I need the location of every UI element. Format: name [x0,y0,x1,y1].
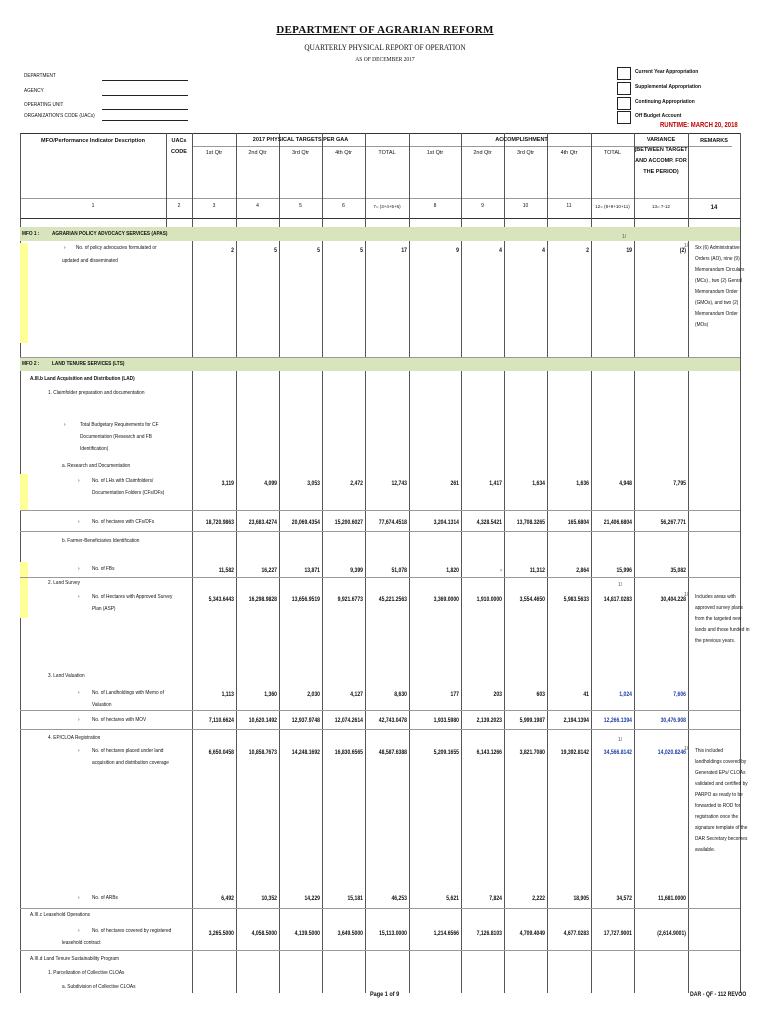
cell-fbs-col6: 9,399 [350,567,363,574]
report-subtitle: QUARTERLY PHYSICAL REPORT OF OPERATION [304,42,466,52]
mov-label-2: Valuation [92,702,112,708]
checkbox-off-budget[interactable] [617,111,631,124]
checkbox-current-year[interactable] [617,67,631,80]
cell-policy-col12: 19 [626,247,632,254]
cell-fbs-col11: 2,864 [576,567,589,574]
cell-arbs-col3: 6,492 [221,895,234,902]
cell-arbs-col4: 10,352 [261,895,277,902]
lh-label-2: Documentation Folders (CFs/DFs) [92,490,165,496]
cell-mov-ha-col10: 5,999.1987 [519,717,545,724]
cell-mov-col7: 8,630 [394,691,407,698]
colnum-2: 2 [177,203,181,209]
cell-arbs-col10: 2,222 [532,895,545,902]
cell-asp-col10: 3,554.4650 [519,596,545,603]
cell-lh-col3: 3,119 [221,480,234,487]
operating-unit-label: OPERATING UNIT [24,102,64,108]
cell-mov-col10: 603 [536,691,545,698]
lo-label-1: No. of hectares covered by registered [92,928,172,934]
cell-fbs-col13: 35,082 [670,567,686,574]
bullet-arrow-icon: › [78,690,80,696]
cell-asp-col3: 5,343.6443 [208,596,234,603]
cell-mov-col3: 1,113 [221,691,234,698]
lad-label-2: acquisition and distribution coverage [92,760,169,766]
cell-lad-col7: 48,587.6388 [378,749,407,756]
cell-asp-col5: 13,656.9519 [291,596,320,603]
row-highlight [20,243,28,343]
org-code-label: ORGANIZATION'S CODE (UACs) [24,113,95,119]
cell-ha-cf-col13: 56,267.771 [660,519,686,526]
cell-lo-col12: 17,727.9001 [603,930,632,937]
cell-ha-cf-col8: 3,204.1314 [433,519,459,526]
col-accomp-q2: 2nd Qtr [473,150,492,156]
remark-footnote: 1/ [684,746,689,752]
col-target-q2: 2nd Qtr [248,150,267,156]
cell-lad-col8: 5,209.1655 [433,749,459,756]
cell-mov-col6: 4,127 [350,691,363,698]
report-table [20,133,740,134]
agency-field[interactable] [102,95,188,96]
colnum-8: 8 [433,203,437,209]
cell-policy-col7: 17 [401,247,407,254]
agency-label: AGENCY [24,88,44,94]
colnum-5: 5 [299,203,302,209]
row-highlight [20,562,28,618]
lad-heading: A.III.b Land Acquisition and Distribution (LAD) [30,376,135,382]
lo-label-2: leasehold contract [62,940,101,946]
cell-mov-col4: 1,360 [264,691,277,698]
remark-r1-line: (MOs) [695,322,709,328]
rd-heading: a. Research and Documentation [62,463,131,469]
policy-label-1: No. of policy advocacies formulated or [76,245,157,251]
col-target-q1: 1st Qtr [205,150,223,156]
col-target-q4: 4th Qtr [335,150,352,156]
tbr-label-3: Identification) [80,446,109,452]
bullet-arrow-icon: › [78,594,80,600]
cell-mov-col9: 203 [493,691,502,698]
remark-asp-line: from the targeted new [695,616,742,622]
col-header-remarks: REMARKS [700,138,728,144]
cell-ha-cf-col11: 165.6804 [567,519,589,526]
cell-lo-col3: 3,265.5000 [208,930,234,937]
col-accomp-total: TOTAL [603,150,622,156]
cell-mov-ha-col5: 12,937.9748 [291,717,320,724]
footnote-marker: 1/ [618,737,623,743]
col-accomp-q1: 1st Qtr [426,150,444,156]
mov-label-1: No. of Landholdings with Memo of [92,690,164,696]
footnote-marker: 1/ [622,234,627,240]
cell-asp-col7: 45,221.2563 [378,596,407,603]
cell-mov-ha-col9: 2,139.2023 [476,717,502,724]
remark-lad-line: Generated EPs/ CLOAs [695,770,746,776]
fbi-heading: b. Farmer-Beneficiaries Identification [62,538,140,544]
cell-mov-col12: 1,024 [619,691,632,698]
cell-lo-col8: 1,214.6566 [433,930,459,937]
bullet-arrow-icon: › [64,245,66,251]
ep-heading: 4. EP/CLOA Registration [48,735,101,741]
cell-fbs-col10: 11,312 [529,567,545,574]
cell-asp-col11: 5,983.5633 [563,596,589,603]
leasehold-heading: A.III.c Leasehold Operations [30,912,91,918]
cell-lo-col7: 15,113.0000 [379,930,407,937]
cell-lad-col13: 14,020.8246 [657,749,686,756]
colnum-9: 9 [481,203,484,209]
lh-label-1: No. of LHs with Claimfolders/ [92,478,154,484]
remark-r1-line: Orders (AO), nine (9) [695,256,740,262]
cell-lh-col5: 3,053 [307,480,320,487]
cell-policy-col5: 5 [317,247,320,254]
cell-lh-col12: 4,948 [619,480,632,487]
col-header-variance-4: THE PERIOD) [643,169,679,175]
asp-label-2: Plan (ASP) [92,606,116,612]
ha-cf-label: No. of hectares with CFs/DFs [92,519,155,525]
colnum-10: 10 [522,203,529,209]
cell-fbs-col8: 1,820 [446,567,459,574]
cell-asp-col6: 9,921.6773 [337,596,363,603]
cell-arbs-col5: 14,229 [304,895,320,902]
report-agency-title: DEPARTMENT OF AGRARIAN REFORM [276,24,494,36]
operating-unit-field[interactable] [102,109,188,110]
cell-lo-col13: (2,614.9001) [657,930,686,937]
checkbox-supplemental[interactable] [617,82,631,95]
report-as-of: AS OF DECEMBER 2017 [355,56,415,63]
remark-lad-line: forwarded to ROD for [695,803,741,809]
cell-fbs-col4: 16,227 [261,567,277,574]
remark-asp-line: approved survey plans [695,605,743,611]
row-highlight [20,474,28,510]
cell-asp-col9: 1,910.0000 [476,596,502,603]
cell-ha-cf-col7: 77,674.4518 [378,519,407,526]
cell-lad-col11: 19,392.8142 [560,749,589,756]
footnote-marker: 1/ [618,582,623,588]
cell-fbs-col12: 15,996 [616,567,632,574]
colnum-13: 13= 7-12 [652,204,670,209]
cell-lh-col13: 7,795 [673,480,686,487]
cell-ha-cf-col9: 4,328.5421 [476,519,502,526]
policy-label-2: updated and disseminated [62,258,118,264]
cell-mov-ha-col6: 12,074.2614 [334,717,363,724]
col-target-q3: 3rd Qtr [291,150,310,156]
cell-lh-col10: 1,634 [532,480,545,487]
colnum-12: 12= (8+9+10+11) [595,204,630,209]
cell-ha-cf-col12: 21,406.6804 [603,519,632,526]
cell-fbs-col9: - [500,567,502,574]
remark-lad-line: validated and certified by [695,781,748,787]
cell-lad-col6: 16,830.6565 [334,749,363,756]
tbr-label-1: Total Budgetary Requirements for CF [80,422,159,428]
mfo1-code: MFO 1 : [22,231,40,237]
cell-lad-col5: 14,248.1692 [291,749,320,756]
land-survey-heading: 2. Land Survey [48,580,80,586]
col-accomp-q3: 3rd Qtr [516,150,535,156]
colnum-14: 14 [710,205,718,211]
cell-arbs-col11: 18,905 [573,895,589,902]
cell-lh-col11: 1,636 [576,480,589,487]
cell-policy-col9: 4 [499,247,502,254]
cell-mov-ha-col11: 2,194.1394 [563,717,589,724]
col-header-uacs: UACs [171,138,187,144]
cell-policy-col11: 2 [586,247,589,254]
cell-lo-col9: 7,126.8103 [476,930,502,937]
cell-policy-col6: 5 [360,247,363,254]
bullet-arrow-icon: › [78,566,80,572]
remark-lad-line: available. [695,847,716,853]
remark-lad-line: landholdings covered by [695,759,747,765]
cell-lo-col10: 4,709.4049 [519,930,545,937]
cell-lo-col11: 4,677.0283 [563,930,589,937]
tbr-label-2: Documentation (Research and FB [80,434,152,440]
cell-arbs-col7: 46,253 [391,895,407,902]
remark-asp-line: Includes areas with [695,594,736,600]
ltsp-heading: A.III.d Land Tenure Sustainability Program [30,956,119,962]
remark-lad-line: PARPO as ready to be [695,792,743,798]
page-number: Page 1 of 9 [370,991,400,998]
supplemental-label: Supplemental Appropriation [635,84,702,90]
continuing-label: Continuing Appropriation [635,99,695,105]
cell-policy-col10: 4 [542,247,545,254]
colnum-11: 11 [566,203,572,209]
col-header-variance-2: (BETWEEN TARGET [634,147,688,153]
remark-lad-line: This included [695,748,724,754]
cf-heading: 1. Claimfolder preparation and documentation [48,390,145,396]
runtime-stamp: RUNTIME: MARCH 20, 2018 [660,122,738,129]
cell-policy-col8: 9 [456,247,459,254]
cell-asp-col4: 16,298.9828 [248,596,277,603]
remark-footnote: 1/ [684,592,689,598]
cell-policy-col3: 2 [231,247,234,254]
cell-mov-ha-col8: 1,933.5980 [433,717,459,724]
col-header-variance-3: AND ACCOMP. FOR [635,158,687,164]
parcelization-heading: 1. Parcelization of Collective CLOAs [48,970,125,976]
remark-asp-line: the previous years. [695,638,736,644]
remark-asp-line: lands and those funded in [695,627,750,633]
colnum-3: 3 [212,203,216,209]
col-header-variance: VARIANCE [646,137,676,143]
col-target-total: TOTAL [378,150,396,156]
cell-fbs-col3: 11,582 [218,567,234,574]
cell-fbs-col7: 51,078 [391,567,407,574]
form-code: DAR - QF - 112 REVOO [690,991,747,998]
cell-asp-col8: 3,369.0000 [433,596,459,603]
cell-lad-col9: 6,143.1266 [476,749,502,756]
cell-mov-ha-col13: 30,476.908 [660,717,686,724]
cell-mov-ha-col4: 10,620.1492 [248,717,277,724]
cell-arbs-col6: 15,181 [347,895,363,902]
bullet-arrow-icon: › [78,895,80,901]
land-valuation-heading: 3. Land Valuation [48,673,85,679]
checkbox-continuing[interactable] [617,97,631,110]
cell-mov-col5: 2,030 [307,691,320,698]
off-budget-label: Off Budget Account [635,113,682,119]
cell-lad-col4: 10,858.7673 [248,749,277,756]
col-header-mfo: MFO/Performance Indicator Description [41,138,145,144]
mfo2-title: LAND TENURE SERVICES (LTS) [52,361,125,367]
cell-mov-col11: 41 [583,691,589,698]
cell-lo-col4: 4,058.5000 [251,930,277,937]
cell-arbs-col13: 11,681.0000 [658,895,686,902]
cell-asp-col13: 30,404.228 [660,596,686,603]
cell-mov-ha-col12: 12,266.1394 [603,717,632,724]
cell-lh-col9: 1,417 [489,480,502,487]
cell-lh-col8: 261 [450,480,459,487]
cell-arbs-col12: 34,572 [616,895,632,902]
cell-lad-col10: 3,821.7080 [519,749,545,756]
remark-footnote: 1/ [684,243,689,249]
colnum-4: 4 [256,203,259,209]
remark-r1-line: Memorandum Circulars [695,267,745,273]
cell-lh-col6: 2,472 [350,480,363,487]
mfo2-band [20,357,740,371]
col-header-code: CODE [171,149,187,155]
colnum-1: 1 [91,203,95,209]
org-code-field[interactable] [102,120,188,121]
colnum-6: 6 [342,203,345,209]
cell-ha-cf-col4: 23,683.4274 [248,519,277,526]
remark-lad-line: signature template of the [695,825,748,831]
cell-ha-cf-col6: 15,200.6027 [334,519,363,526]
bullet-arrow-icon: › [78,478,80,484]
col-header-accomplishment: ACCOMPLISHMENT [495,137,548,143]
mfo2-code: MFO 2 : [22,361,40,367]
col-header-targets: 2017 PHYSICAL TARGETS PER GAA [252,137,349,143]
remark-lad-line: registration once the [695,814,739,820]
cell-lo-col5: 4,139.5000 [294,930,320,937]
bullet-arrow-icon: › [78,519,80,525]
department-label: DEPARTMENT [24,73,56,79]
cell-lad-col12: 34,566.8142 [603,749,632,756]
cell-policy-col4: 5 [274,247,277,254]
cell-lo-col6: 3,649.5000 [337,930,363,937]
cell-fbs-col5: 13,871 [304,567,320,574]
cell-arbs-col9: 7,824 [489,895,502,902]
bullet-arrow-icon: › [78,928,80,934]
remark-r1-line: Memorandum Order [695,311,738,317]
cell-arbs-col8: 5,621 [446,895,459,902]
lad-label-1: No. of hectares placed under land [92,748,164,754]
cell-lh-col7: 12,743 [391,480,407,487]
cell-ha-cf-col3: 18,720.9863 [205,519,234,526]
col-accomp-q4: 4th Qtr [560,150,578,156]
remark-lad-line: DAR Secretary becomes [695,836,748,842]
bullet-arrow-icon: › [78,748,80,754]
asp-label-1: No. of Hectares with Approved Survey [92,594,173,600]
cell-asp-col12: 14,817.0283 [603,596,632,603]
current-year-label: Current Year Appropriation [635,69,699,75]
bullet-arrow-icon: › [78,717,80,723]
remark-r1-line: (MCs) , two (2) Genral [695,278,743,284]
mov-ha-label: No. of hectares with MOV [92,717,147,723]
cell-ha-cf-col10: 13,708.3265 [516,519,545,526]
bullet-arrow-icon: › [64,422,66,428]
arbs-label: No. of ARBs [92,895,118,901]
remark-r1-line: Six (6) Administrative [695,245,740,251]
cell-policy-col13: (2) [679,247,686,254]
mfo1-title: AGRARIAN POLICY ADVOCACY SERVICES (APAS) [52,231,168,237]
department-field[interactable] [102,80,188,81]
remark-r1-line: (GMOs), and two (2) [695,300,739,306]
subdivision-heading: a. Subdivision of Collective CLOAs [62,984,136,990]
remark-r1-line: Memorandum Order [695,289,738,295]
cell-mov-ha-col7: 42,743.0478 [378,717,407,724]
cell-ha-cf-col5: 20,069.4354 [291,519,320,526]
cell-lh-col4: 4,099 [264,480,277,487]
cell-lad-col3: 6,650.0458 [208,749,234,756]
fbs-label: No. of FBs [92,566,115,572]
cell-mov-col13: 7,606 [673,691,686,698]
colnum-7: 7= (3+4+5+6) [373,204,401,209]
cell-mov-col8: 177 [450,691,459,698]
cell-mov-ha-col3: 7,110.6624 [208,717,234,724]
